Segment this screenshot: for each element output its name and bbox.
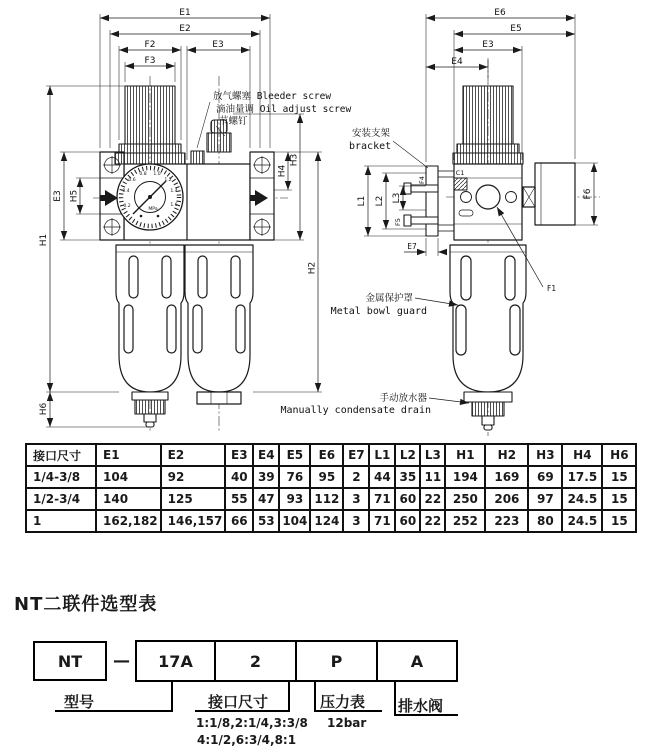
gauge-tick-label: 1.6: [170, 203, 178, 208]
callout-oil-adjust: 滴油量调 Oil adjust screw: [216, 104, 352, 115]
dim-label-l1: L1: [357, 195, 367, 207]
regulator-knob: [115, 86, 185, 164]
legend-port-options-1: 1:1/8,2:1/4,3:3/8: [196, 716, 308, 730]
legend-pressure-value: 12bar: [327, 716, 367, 730]
table-cell: 104: [279, 510, 310, 532]
leader-line-port: [288, 682, 290, 711]
callout-bowl-guard-en: Metal bowl guard: [330, 306, 427, 317]
gauge-side-view: [523, 163, 575, 225]
table-header-cell: L1: [369, 444, 395, 466]
table-cell: 250: [445, 488, 485, 510]
table-cell: 104: [96, 466, 161, 488]
legend-model: 型号: [64, 693, 95, 711]
table-cell: 24.5: [562, 488, 602, 510]
gauge-tick-label: 1.0: [153, 172, 161, 177]
leader-line-model: [171, 682, 173, 711]
gauge-tick-label: 1.4: [170, 189, 178, 194]
dim-label-f2: F2: [144, 40, 156, 50]
gauge-tick-label: 0.6: [128, 178, 136, 183]
dim-label-h4: H4: [277, 164, 288, 178]
table-cell: 223: [485, 510, 528, 532]
table-header-cell: E2: [161, 444, 226, 466]
table-cell: 55: [225, 488, 253, 510]
dim-label-f4: F4: [418, 176, 426, 184]
metal-bowl-guard: [450, 245, 526, 392]
table-cell: 60: [395, 488, 420, 510]
dim-label-e3-side: E3: [482, 40, 494, 50]
dim-label-e3-left: E3: [53, 190, 63, 202]
table-cell: 124: [310, 510, 343, 532]
manual-drain-side: [464, 392, 512, 430]
table-cell: 35: [395, 466, 420, 488]
table-cell: 47: [253, 488, 279, 510]
side-view-drawing: [277, 8, 600, 436]
leader-line-gauge: [314, 682, 316, 711]
callout-bleeder-screw: 放气螺塞 Bleeder screw: [213, 91, 332, 102]
table-cell: 2: [343, 466, 369, 488]
dim-label-e6: E6: [494, 8, 506, 18]
table-header-cell: E1: [96, 444, 161, 466]
manual-drain: [132, 392, 168, 427]
gauge-tick-label: 1.2: [164, 178, 172, 183]
gauge-tick-label: 0.8: [139, 172, 147, 177]
model-code-separator: —: [113, 651, 130, 671]
lubricator-bowl: [185, 245, 253, 404]
callout-bracket-en: bracket: [349, 141, 392, 152]
model-code-cell-gauge: P: [295, 640, 378, 682]
table-cell: 71: [369, 510, 395, 532]
dim-label-e3-top: E3: [212, 40, 224, 50]
front-view-drawing: [39, 8, 352, 432]
table-header-cell: H2: [485, 444, 528, 466]
table-cell: 112: [310, 488, 343, 510]
table-cell: 15: [602, 510, 636, 532]
leader-line-drain: [394, 682, 396, 715]
table-cell: 206: [485, 488, 528, 510]
model-code-cell-series: 17A: [135, 640, 216, 682]
table-header-cell: E4: [253, 444, 279, 466]
callout-bowl-guard-cn: 金属保护罩: [365, 293, 413, 304]
dim-label-h2: H2: [307, 261, 318, 275]
table-cell: 76: [279, 466, 310, 488]
c1-thread-section: [454, 178, 467, 190]
table-cell: 93: [279, 488, 310, 510]
model-code-cell-port: 2: [214, 640, 297, 682]
table-cell: 1/2-3/4: [26, 488, 96, 510]
table-cell: 40: [225, 466, 253, 488]
dim-label-f3: F3: [144, 56, 156, 66]
table-cell: 97: [528, 488, 562, 510]
mounting-bracket: [404, 166, 454, 236]
bleeder-screw: [191, 151, 204, 164]
dim-label-h1: H1: [39, 233, 49, 247]
callout-bracket-cn: 安装支架: [352, 128, 391, 139]
table-header-cell: H3: [528, 444, 562, 466]
table-cell: 140: [96, 488, 161, 510]
table-cell: 22: [420, 510, 445, 532]
dimension-table: [25, 443, 637, 533]
dim-label-c1: C1: [455, 169, 465, 177]
table-cell: 80: [528, 510, 562, 532]
table-cell: 125: [161, 488, 226, 510]
table-cell: 44: [369, 466, 395, 488]
dim-label-l2: L2: [375, 195, 385, 207]
table-cell: 194: [445, 466, 485, 488]
dim-label-l3: L3: [392, 192, 402, 204]
table-cell: 15: [602, 466, 636, 488]
table-header-cell: L3: [420, 444, 445, 466]
model-code-cell-drain: A: [376, 640, 458, 682]
dim-label-e2: E2: [179, 24, 191, 34]
table-cell: 146,157: [161, 510, 226, 532]
table-cell: 39: [253, 466, 279, 488]
dim-label-e7: E7: [407, 242, 417, 251]
pressure-gauge: [117, 164, 183, 230]
table-header-cell: H4: [562, 444, 602, 466]
table-cell: 252: [445, 510, 485, 532]
callout-drain-cn: 手动放水器: [379, 393, 427, 404]
table-row: [26, 510, 636, 532]
table-cell: 53: [253, 510, 279, 532]
table-cell: 24.5: [562, 510, 602, 532]
legend-port-options-2: 4:1/2,6:3/4,8:1: [197, 733, 297, 747]
table-cell: 69: [528, 466, 562, 488]
table-row: [26, 466, 636, 488]
table-header-row: [26, 444, 636, 466]
filter-bowl: [116, 245, 184, 392]
table-cell: 1: [26, 510, 96, 532]
dim-label-f6: F6: [583, 188, 593, 200]
table-cell: 1/4-3/8: [26, 466, 96, 488]
legend-pressure-gauge: 压力表: [320, 693, 366, 711]
dim-label-h6: H6: [39, 402, 49, 416]
callout-drain-en: Manually condensate drain: [280, 405, 431, 416]
regulator-knob-side: [453, 86, 523, 164]
legend-port-size: 接口尺寸: [208, 693, 269, 711]
callout-oil-adjust-2: 节螺钉: [219, 116, 248, 127]
table-header-cell: E7: [343, 444, 369, 466]
table-header-cell: H6: [602, 444, 636, 466]
table-cell: 169: [485, 466, 528, 488]
model-code-row: [135, 640, 458, 682]
model-code-prefix-box: NT: [33, 641, 107, 681]
dim-label-e1: E1: [179, 8, 191, 18]
table-header-cell: H1: [445, 444, 485, 466]
table-cell: 95: [310, 466, 343, 488]
dim-label-e4: E4: [451, 57, 463, 67]
table-header-cell: E5: [279, 444, 310, 466]
table-cell: 66: [225, 510, 253, 532]
table-header-cell: E3: [225, 444, 253, 466]
table-cell: 17.5: [562, 466, 602, 488]
table-cell: 3: [343, 510, 369, 532]
legend-drain-valve: 排水阀: [398, 697, 444, 715]
gauge-unit-label: MPa: [148, 207, 158, 212]
table-cell: 71: [369, 488, 395, 510]
dim-label-e5: E5: [510, 24, 522, 34]
table-cell: 60: [395, 510, 420, 532]
selection-table-title: NT二联件选型表: [14, 594, 158, 615]
table-cell: 3: [343, 488, 369, 510]
table-cell: 15: [602, 488, 636, 510]
table-cell: 162,182: [96, 510, 161, 532]
table-header-cell: L2: [395, 444, 420, 466]
gauge-tick-label: 0.4: [122, 189, 130, 194]
table-header-cell: E6: [310, 444, 343, 466]
gauge-tick-label: 0.2: [123, 204, 131, 209]
table-cell: 11: [420, 466, 445, 488]
dim-label-f5: F5: [394, 218, 402, 226]
table-header-cell: 接口尺寸: [26, 444, 96, 466]
dim-label-f1: F1: [547, 284, 557, 293]
table-cell: 22: [420, 488, 445, 510]
table-row: [26, 488, 636, 510]
table-cell: 92: [161, 466, 226, 488]
dim-label-h5: H5: [69, 189, 80, 203]
dim-label-h3: H3: [289, 153, 300, 167]
